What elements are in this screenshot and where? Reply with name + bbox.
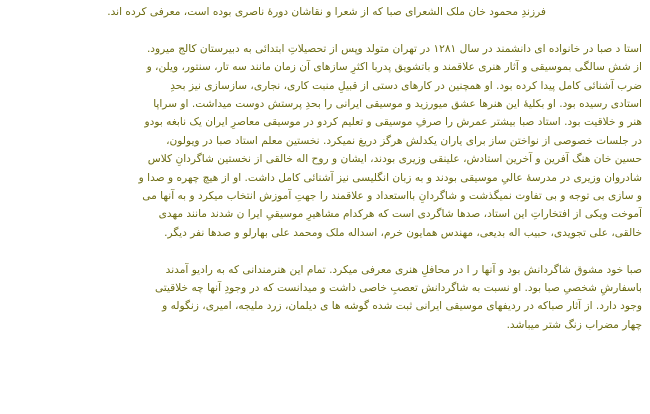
text-line: هنر و خلاقیت بود. استاد صبا بیشتر عمرش را صرفِ موسیقی و تعلیم کردو در موسیقی معاصرِ ایران یک نابغه بودو [144,116,642,129]
text-line: شادروان وزیری در مدرسهٔ عالیِ موسیقی بودند و به زبان انگلیسی نیز آشنائی کامل داشت. او از هیچ چهره و صدا و [138,171,642,184]
paragraph-biography [6,40,642,242]
text-line: حسین خان هنگ آفرین و آخرین استادش، علینقی وزیری بودند، ایشان و روح اله خالقی از نخستین شاگردانِ کلاس [147,153,642,166]
text-line: آموخت ویکی از افتخاراتِ این استاد، صدها شاگردی است که هرکدام مشاهیرِ موسیقیِ ایرا ن شدند مانند مهدی [158,208,642,221]
text-line: و سازی بی توجه و بی تفاوت نمیگذشت و شاگردانِ بااستعداد و علاقمند را جهتِ آموزش انتخاب میکرد و به آنها می [142,190,642,203]
text-line: باسفارشِ شخصیِ صبا بود. او نسبت به شاگردانش تعصبِ خاصی داشت و میدانست که در وجودِ آنها چه خلاقیتی [154,282,642,295]
text-line: صبا خود مشوق شاگردانش بود و آنها ر ا در محافلِ هنری معرفی میکرد. تمام این هنرمندانی که به رادیو آمدند [165,263,642,276]
text-line: خالقی، علی تجویدی، حبیب اله بدیعی، مهندس همایون خرم، اسداله ملک ومحمد علی بهارلو و صدها نفر دیگر. [164,226,642,239]
paragraph-spacer [6,21,642,39]
text-line: چهار مضراب زنگ شتر میباشد. [506,318,642,331]
text-line: استا د صبا در خانواده ای دانشمند در سال ۱۲۸۱ در تهران متولد وپس از تحصیلاتِ ابتدائی به دبیرستان کالج میرود. [146,42,642,55]
paragraph-spacer [6,242,642,260]
paragraph-students [6,261,642,335]
text-line: از شش سالگی بموسیقی و آثار هنری علاقمند و باتشویق پدربا اکثرِ سازهای آن زمان مانند سه تار، سنتور، ویلن، و [146,61,642,74]
text-line: وجود دارد. از آثار صباکه در ردیفهای موسیقی ایرانی ثبت شده گوشه ها ی دیلمان، زرد ملیجه، امیری، زنگوله و [162,300,642,313]
text-line: استادی رسیده بود. او بکلیهٔ این هنرها عشق میورزید و موسیقی ایرانی را بحدِ پرستش دوست میداشت. او سراپا [153,98,642,111]
intro-line: فرزندِ محمود خان ملک الشعرای صبا که از شعرا و نقاشان دورهٔ ناصری بوده است، معرفی کرده اند. [107,6,546,18]
text-line: در جلسات خصوصی از نواختن ساز برای یاران یکدلش هرگز دریغ نمیکرد. نخستین معلم استاد صبا در ویولون، [166,134,642,147]
text-line: ضرب آشنائی کامل پیدا کرده بود. او همچنین در کارهای دستی از قبیلِ منبت کاری، نجاری، سازسازی نیز بحدِ [170,79,642,92]
